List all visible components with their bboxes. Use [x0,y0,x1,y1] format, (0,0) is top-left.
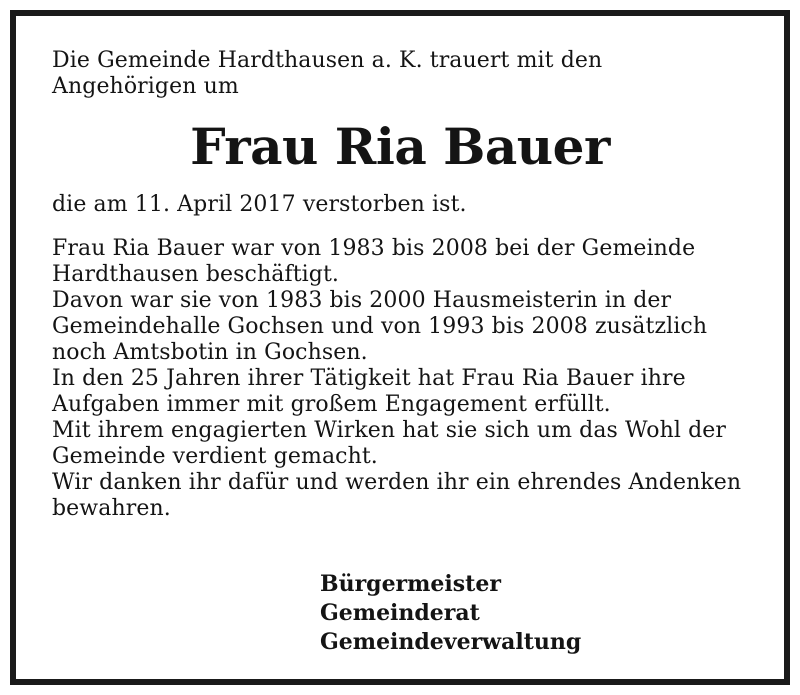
body-line: Frau Ria Bauer war von 1983 bis 2008 bei der Gemeinde [52,236,696,261]
body-text [52,236,741,522]
body-line: Aufgaben immer mit großem Engagement erfüllt. [52,392,611,417]
signatory-mayor: Bürgermeister [320,571,501,597]
signatory-administration: Gemeindeverwaltung [320,629,582,655]
body-line: noch Amtsbotin in Gochsen. [52,340,368,365]
death-date-line: die am 11. April 2017 verstorben ist. [52,192,467,217]
signatories [320,570,581,657]
body-line: Wir danken ihr dafür und werden ihr ein ehrendes Andenken [52,470,742,495]
body-line: In den 25 Jahren ihrer Tätigkeit hat Frau Ria Bauer ihre [52,366,686,391]
signatory-council: Gemeinderat [320,600,480,626]
body-line: Gemeinde verdient gemacht. [52,444,378,469]
intro-line: Die Gemeinde Hardthausen a. K. trauert mit den [52,48,603,73]
body-line: Gemeindehalle Gochsen und von 1993 bis 2008 zusätzlich [52,314,708,339]
intro-line: Angehörigen um [52,74,239,99]
body-line: Mit ihrem engagierten Wirken hat sie sich um das Wohl der [52,418,727,443]
deceased-name: Frau Ria Bauer [190,117,610,176]
obituary-notice [10,10,790,685]
body-line: bewahren. [52,496,171,521]
intro-text [52,48,602,100]
body-line: Davon war sie von 1983 bis 2000 Hausmeisterin in der [52,288,672,313]
body-line: Hardthausen beschäftigt. [52,262,340,287]
